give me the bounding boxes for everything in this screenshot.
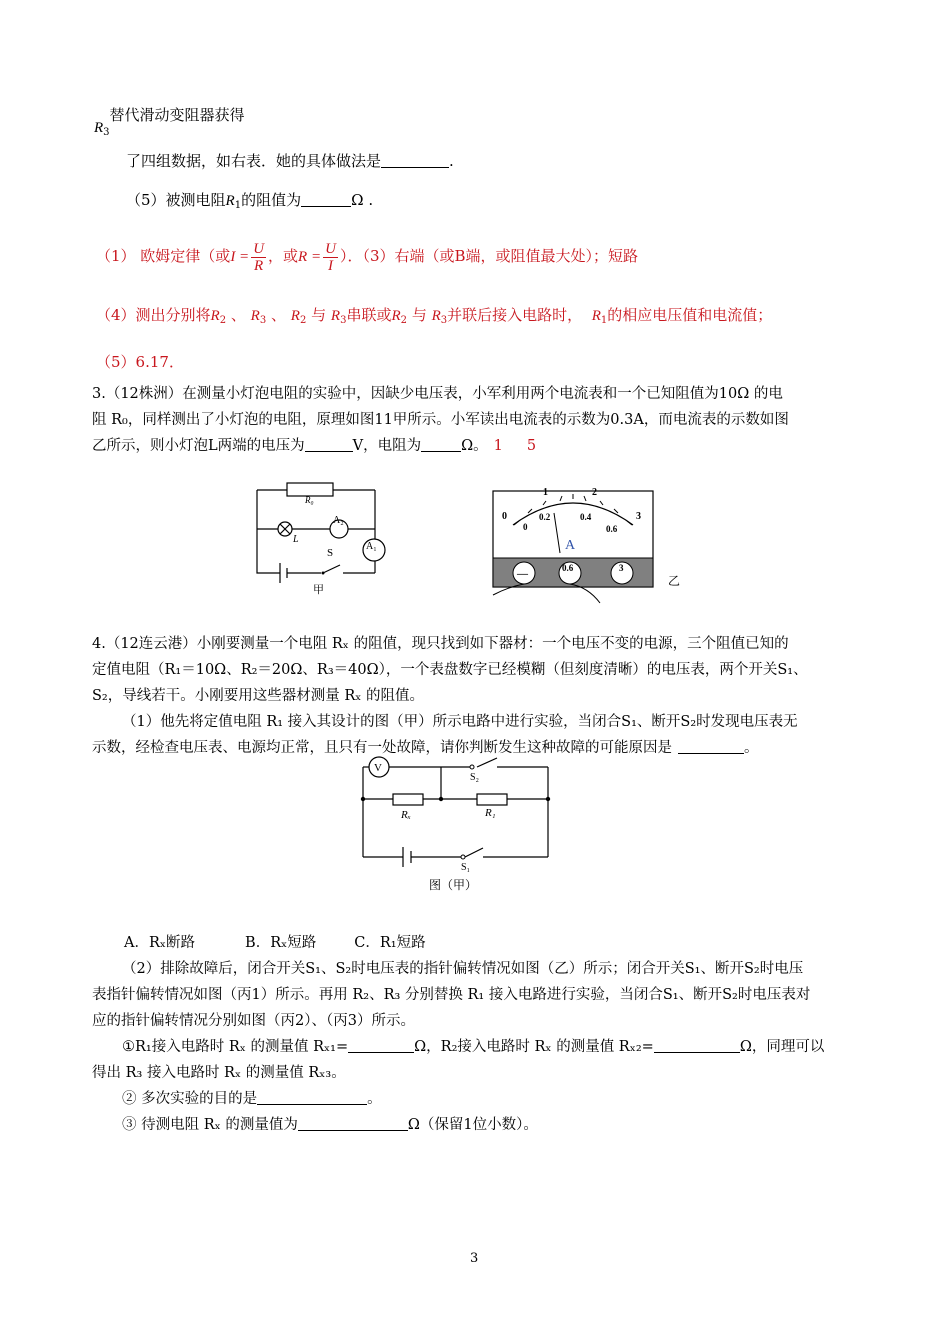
- fraction-u-r: [251, 241, 266, 274]
- answer-blank: [298, 1116, 408, 1131]
- answer-5: （5）6.17．: [96, 353, 184, 371]
- rounding-text: Ω（保留1位小数）。: [407, 1117, 538, 1133]
- option-b: B．Rₓ短路: [245, 935, 317, 951]
- option-a: A．Rₓ断路: [124, 935, 196, 951]
- scale-small-0: 0: [523, 522, 528, 532]
- r1-label: R₁: [485, 807, 496, 819]
- r3-text: 替代滑动变阻器获得: [109, 106, 245, 124]
- label-l: L: [293, 534, 299, 545]
- r-var: R: [210, 308, 220, 324]
- sep: 、: [271, 306, 287, 324]
- r-var: R: [431, 308, 441, 324]
- q3-line1: 3.（12株洲）在测量小灯泡电阻的实验中，因缺少电压表，小军利用两个电流表和一个已知阻值为10Ω 的电: [92, 386, 783, 402]
- q3-answer-1: 1: [493, 438, 503, 454]
- answer-blank: [257, 1090, 367, 1105]
- rx1-text: ①R₁接入电路时 Rₓ 的测量值 Rₓ₁=: [122, 1039, 349, 1055]
- four-data-text: 了四组数据，如右表．她的具体做法是: [126, 152, 382, 170]
- similarly-text: Ω，同理可以: [739, 1039, 825, 1055]
- answer-blank: [381, 153, 449, 168]
- fraction-u-i: [323, 241, 338, 274]
- switch-s2-label: S₂: [470, 772, 480, 783]
- unit-a: A: [565, 538, 576, 553]
- terminal-0-6: 0.6: [562, 563, 574, 573]
- r3-sub: 3: [103, 127, 110, 138]
- r-var: R: [250, 308, 260, 324]
- q4b-line4: [122, 1035, 824, 1056]
- q4b-line7: [122, 1113, 538, 1134]
- rx2-text: Ω，R₂接入电路时 Rₓ 的测量值 Rₓ₂=: [414, 1039, 654, 1055]
- line-four-data: [126, 150, 454, 171]
- line-r3: [94, 104, 245, 138]
- caption-yi: 乙: [668, 574, 681, 588]
- q4-period: 。: [744, 740, 759, 756]
- r-sub: 3: [340, 315, 347, 326]
- numerator: U: [325, 240, 336, 257]
- q4b-line2: 表指针偏转情况如图（丙1）所示。再用 R₂、R₃ 分别替换 R₁ 接入电路进行实验，当闭合S₁、断开S₂时电压表对: [92, 987, 811, 1003]
- q4b-line3: 应的指针偏转情况分别如图（丙2）、（丙3）所示。: [92, 1013, 415, 1029]
- scale-0: 0: [502, 511, 507, 522]
- q5-pre: （5）被测电阻: [126, 191, 226, 209]
- q3-line3: [92, 434, 536, 455]
- q4-line4: （1）他先将定值电阻 R₁ 接入其设计的图（甲）所示电路中进行实验，当闭合S₁、断开S₂时发现电压表无: [122, 714, 798, 730]
- ans1-d: R =: [298, 249, 322, 265]
- scale-0-2: 0.2: [539, 512, 551, 522]
- scale-0-6: 0.6: [606, 524, 618, 534]
- answer-blank: [305, 437, 353, 452]
- label-a1: A₁: [366, 541, 377, 552]
- q4-line2: 定值电阻（R₁＝10Ω、R₂＝20Ω、R₃＝40Ω），一个表盘数字已经模糊（但刻度清晰）的电压表，两个开关S₁、: [92, 662, 808, 678]
- r-sub: 1: [600, 315, 608, 326]
- ans1-c: ，或: [268, 247, 299, 265]
- line-q5: [126, 189, 373, 211]
- q3-ohm: Ω。: [461, 438, 488, 454]
- q5-var: R: [225, 193, 235, 209]
- q3-answer-2: 5: [526, 438, 537, 454]
- q3-resistance-text: V，电阻为: [352, 438, 422, 454]
- label-r0: R₀: [305, 495, 314, 505]
- q5-sub: 1: [234, 200, 242, 211]
- voltmeter-label: V: [374, 762, 382, 774]
- answer-blank: [301, 192, 351, 207]
- page-number: 3: [470, 1251, 479, 1266]
- period: 。: [367, 1091, 382, 1107]
- q4-line3: S₂，导线若干。小刚要用这些器材测量 Rₓ 的阻值。: [92, 688, 425, 704]
- circuit-diagram-q4-jia: [355, 752, 560, 897]
- with: 与: [311, 306, 327, 324]
- q4b-line1: （2）排除故障后，闭合开关S₁、S₂时电压表的指针偏转情况如图（乙）所示；闭合开关S₁、断开S₂时电压: [122, 961, 804, 977]
- caption-jia: 甲: [313, 584, 324, 596]
- ans4-e: 的相应电压值和电流值；: [607, 306, 773, 324]
- r-sub: 2: [299, 315, 307, 326]
- with: 与: [411, 306, 427, 324]
- sep: 、: [230, 306, 246, 324]
- numerator: U: [253, 240, 265, 257]
- q5-unit: Ω .: [351, 191, 374, 209]
- ans1-a: （1） 欧姆定律（或: [96, 247, 231, 265]
- caption-q4-jia: 图（甲）: [429, 878, 478, 892]
- r-var: R: [391, 308, 401, 324]
- answer-blank: [678, 739, 744, 754]
- r-var: R: [290, 308, 300, 324]
- r-sub: 2: [400, 315, 408, 326]
- terminal-minus: —: [517, 568, 528, 580]
- scale-0-4: 0.4: [580, 512, 592, 522]
- period: .: [449, 152, 454, 170]
- q4-options: [124, 931, 426, 952]
- ammeter-diagram-yi: [488, 483, 693, 608]
- r-var: R: [591, 308, 601, 324]
- r-var: R: [330, 308, 341, 324]
- label-a2: A₂: [333, 515, 344, 526]
- scale-1: 1: [543, 487, 548, 498]
- answer-1: [96, 238, 638, 275]
- r-sub: 3: [259, 315, 267, 326]
- switch-s1-label: S₁: [461, 862, 471, 873]
- ans4-a: （4）测出分别将: [96, 306, 211, 324]
- answer-4: [96, 304, 772, 326]
- answer-blank: [348, 1038, 414, 1053]
- q3-line2: 阻 R₀，同样测出了小灯泡的电阻，原理如图11甲所示。小军读出电流表的示数为0.3A，而电流表的示数如图: [92, 412, 789, 428]
- r-sub: 2: [219, 315, 227, 326]
- option-c: C．R₁短路: [354, 935, 426, 951]
- q4-fault-text: 示数，经检查电压表、电源均正常，且只有一处故障，请你判断发生这种故障的可能原因是: [92, 740, 672, 756]
- ans4-b: 串联或: [346, 306, 392, 324]
- scale-2: 2: [592, 487, 597, 498]
- r3-var: R: [94, 120, 104, 136]
- q3-voltage-text: 乙所示，则小灯泡L两端的电压为: [92, 438, 305, 454]
- purpose-text: ② 多次实验的目的是: [122, 1091, 258, 1107]
- scale-3: 3: [636, 511, 641, 522]
- q5-mid: 的阻值为: [241, 191, 302, 209]
- answer-blank: [654, 1038, 740, 1053]
- label-s: S: [327, 547, 334, 559]
- q4b-line6: [122, 1087, 382, 1108]
- ans4-d: 并联后接入电路时，: [447, 306, 583, 324]
- circuit-diagram-jia: [245, 470, 395, 600]
- ans1-b: I =: [230, 249, 250, 265]
- rx-value-text: ③ 待测电阻 Rₓ 的测量值为: [122, 1117, 298, 1133]
- denominator: R: [254, 257, 264, 274]
- terminal-3: 3: [619, 563, 624, 573]
- rx-label: Rₓ: [401, 809, 411, 821]
- denominator: I: [328, 257, 334, 274]
- q4-line1: 4.（12连云港）小刚要测量一个电阻 Rₓ 的阻值，现只找到如下器材：一个电压不变的电源，三个阻值已知的: [92, 636, 789, 652]
- r-sub: 3: [440, 315, 448, 326]
- q4b-line5: 得出 R₃ 接入电路时 Rₓ 的测量值 Rₓ₃。: [92, 1065, 346, 1081]
- ans1-e: ）．（3）右端（或B端，或阻值最大处）；短路: [339, 247, 639, 265]
- answer-blank: [421, 437, 461, 452]
